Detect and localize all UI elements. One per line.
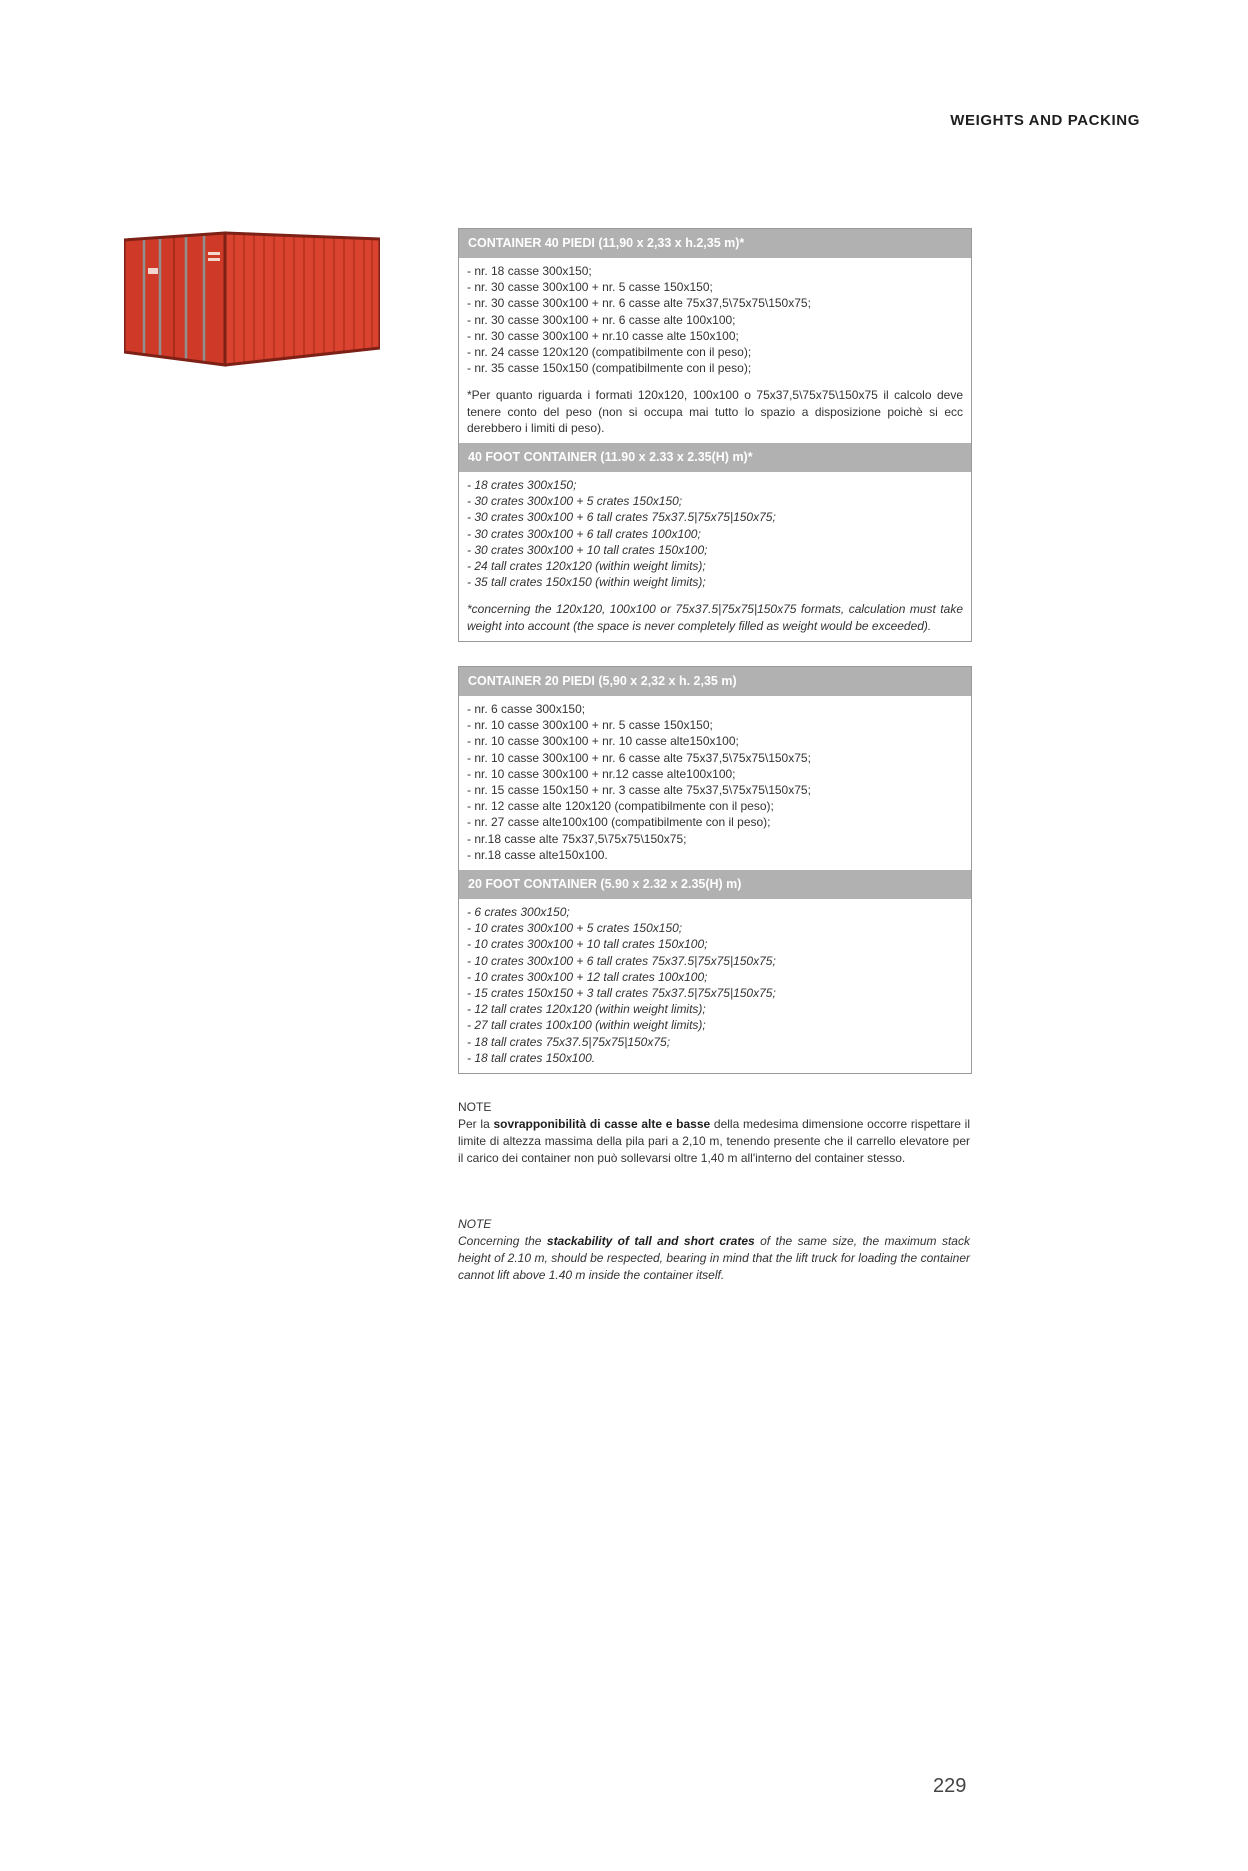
container-20-cell-en (459, 899, 971, 1073)
list-item: - nr. 18 casse 300x150; (467, 264, 592, 278)
list-item: - 6 crates 300x150; (467, 905, 570, 920)
note-heading: NOTE (458, 1217, 492, 1231)
list-item: - nr. 30 casse 300x100 + nr. 5 casse 150x150; (467, 280, 713, 295)
list-item: - 30 crates 300x100 + 5 crates 150x150; (467, 494, 683, 509)
section-title: WEIGHTS AND PACKING (950, 112, 1140, 129)
note-text: Concerning the (458, 1234, 547, 1248)
list-item: - 18 tall crates 150x100. (467, 1050, 596, 1065)
note-text: della medesima dimensione occorre rispettare il limite di altezza massima della pila pari a 2,10 m, tenendo presente che il carrello elevatore per il carico dei container non può sollevarsi oltre 1,40 m all'interno del container stesso. (458, 1117, 970, 1165)
list-item: - nr. 30 casse 300x100 + nr.10 casse alte 150x100; (467, 328, 739, 343)
list-item: - 30 crates 300x100 + 10 tall crates 150x100; (467, 542, 708, 557)
container-40-table (458, 228, 972, 642)
list-item: - 10 crates 300x100 + 6 tall crates 75x37.5|75x75|150x75; (467, 953, 776, 968)
list-item: - 30 crates 300x100 + 6 tall crates 75x37.5|75x75|150x75; (467, 510, 776, 525)
list-item: - 15 crates 150x150 + 3 tall crates 75x37.5|75x75|150x75; (467, 986, 776, 1001)
list-item: - 27 tall crates 100x100 (within weight limits); (467, 1018, 706, 1033)
list-item: - 12 tall crates 120x120 (within weight limits); (467, 1002, 706, 1017)
note-text: of the same size, the maximum stack height of 2.10 m, should be respected, bearing in mind that the lift truck for loading the container cannot lift above 1.40 m inside the container itself. (458, 1234, 970, 1282)
list-item: - nr. 6 casse 300x150; (467, 702, 586, 716)
note-text: Per la (458, 1117, 494, 1131)
list-item: - 10 crates 300x100 + 12 tall crates 100x100; (467, 969, 708, 984)
container-40-band-it: CONTAINER 40 PIEDI (11,90 x 2,33 x h.2,35 m)* (459, 229, 971, 258)
note-emphasis: stackability of tall and short crates (546, 1234, 755, 1248)
list-item: - 18 tall crates 75x37.5|75x75|150x75; (467, 1034, 671, 1049)
container-illustration (124, 228, 380, 376)
list-item: - 10 crates 300x100 + 5 crates 150x150; (467, 921, 683, 936)
list-item: - nr. 10 casse 300x100 + nr. 10 casse alte150x100; (467, 734, 739, 749)
list-item: - nr. 12 casse alte 120x120 (compatibilmente con il peso); (467, 799, 774, 814)
container-20-band-it: CONTAINER 20 PIEDI (5,90 x 2,32 x h. 2,35 m) (459, 667, 971, 696)
container-20-table (458, 666, 972, 1074)
list-item: - 24 tall crates 120x120 (within weight limits); (467, 559, 706, 574)
list-item: - nr. 24 casse 120x120 (compatibilmente con il peso); (467, 345, 752, 360)
list-item: - nr. 27 casse alte100x100 (compatibilmente con il peso); (467, 815, 771, 830)
note-heading: NOTE (458, 1100, 492, 1114)
list-item: - nr. 30 casse 300x100 + nr. 6 casse alte 100x100; (467, 312, 736, 327)
footnote-it: *Per quanto riguarda i formati 120x120, 100x100 o 75x37,5\75x75\150x75 il calcolo deve tenere conto del peso (non si occupa mai tutto lo spazio a disposizione poichè si ecc derebbero i limiti di peso). (467, 388, 963, 435)
list-item: - nr. 35 casse 150x150 (compatibilmente con il peso); (467, 361, 752, 376)
container-40-cell-it (459, 258, 971, 443)
list-item: - nr. 15 casse 150x150 + nr. 3 casse alte 75x37,5\75x75\150x75; (467, 783, 811, 798)
container-40-cell-en (459, 472, 971, 641)
note-emphasis: sovrapponibilità di casse alte e basse (493, 1117, 711, 1131)
list-item: - nr. 30 casse 300x100 + nr. 6 casse alte 75x37,5\75x75\150x75; (467, 296, 811, 311)
list-item: - 18 crates 300x150; (467, 478, 577, 493)
note-italian (458, 1099, 970, 1167)
list-item: - 10 crates 300x100 + 10 tall crates 150x100; (467, 937, 708, 952)
shipping-container-photo (124, 228, 380, 376)
list-item: - nr.18 casse alte 75x37,5\75x75\150x75; (467, 831, 687, 846)
note-english (458, 1216, 970, 1284)
footnote-en: *concerning the 120x120, 100x100 or 75x37.5|75x75|150x75 formats, calculation must take weight into account (the space is never completely filled as weight would be exceeded). (467, 602, 963, 633)
list-item: - nr.18 casse alte150x100. (467, 847, 608, 862)
container-20-cell-it (459, 696, 971, 870)
list-item: - nr. 10 casse 300x100 + nr. 6 casse alte 75x37,5\75x75\150x75; (467, 750, 811, 765)
list-item: - 35 tall crates 150x150 (within weight limits); (467, 575, 706, 590)
list-item: - 30 crates 300x100 + 6 tall crates 100x100; (467, 526, 701, 541)
container-20-band-en: 20 FOOT CONTAINER (5.90 x 2.32 x 2.35(H) m) (459, 870, 971, 899)
list-item: - nr. 10 casse 300x100 + nr.12 casse alte100x100; (467, 766, 736, 781)
list-item: - nr. 10 casse 300x100 + nr. 5 casse 150x150; (467, 718, 713, 733)
container-40-band-en: 40 FOOT CONTAINER (11.90 x 2.33 x 2.35(H) m)* (459, 443, 971, 472)
page-number: 229 (933, 1775, 967, 1797)
